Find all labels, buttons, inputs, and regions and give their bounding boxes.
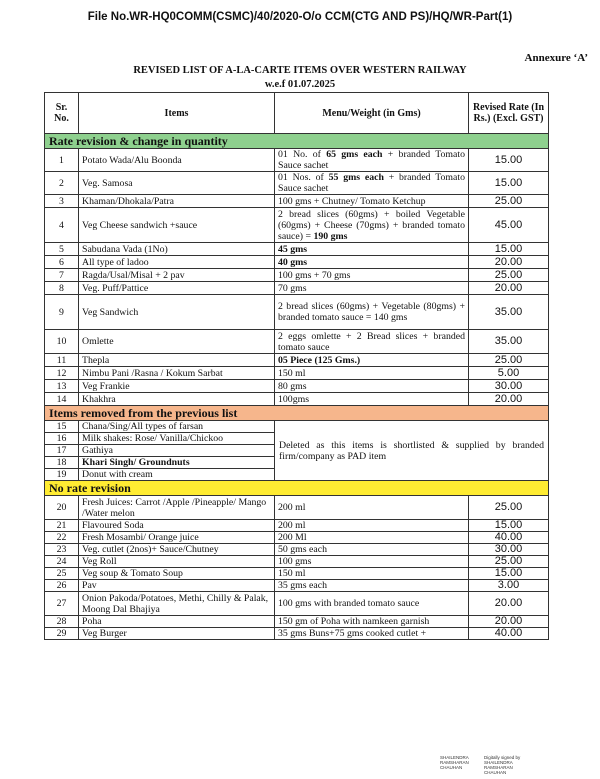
row-sr-no: 16: [45, 433, 79, 445]
row-rate: 15.00: [469, 520, 549, 532]
annexure-label: Annexure ‘A’: [524, 52, 588, 64]
row-sr-no: 19: [45, 469, 79, 481]
row-item-name: Veg. Samosa: [79, 172, 275, 195]
table-row: [45, 616, 549, 628]
row-rate: 3.00: [469, 580, 549, 592]
row-sr-no: 7: [45, 269, 79, 282]
row-menu-weight: 05 Piece (125 Gms.): [275, 354, 469, 367]
table-row: [45, 149, 549, 172]
row-item-name: Sabudana Vada (1No): [79, 243, 275, 256]
table-row: [45, 330, 549, 354]
table-row: [45, 532, 549, 544]
row-menu-weight: 2 bread slices (60gms) + boiled Vegetable (60gms) + Cheese (70gms) + branded tomato sauce) = 190 gms: [275, 208, 469, 243]
row-sr-no: 18: [45, 457, 79, 469]
row-sr-no: 10: [45, 330, 79, 354]
row-rate: 40.00: [469, 532, 549, 544]
row-item-name: Gathiya: [79, 445, 275, 457]
row-item-name: Flavoured Soda: [79, 520, 275, 532]
section-no-rate-revision: [45, 481, 549, 496]
table-row: [45, 195, 549, 208]
table-row: [45, 367, 549, 380]
row-menu-weight: 100 gms + Chutney/ Tomato Ketchup: [275, 195, 469, 208]
menu-emphasis: 55 gms each: [328, 172, 384, 183]
row-item-name: Veg Frankie: [79, 380, 275, 393]
row-rate: 15.00: [469, 149, 549, 172]
row-rate: 15.00: [469, 568, 549, 580]
row-rate: 20.00: [469, 256, 549, 269]
row-sr-no: 1: [45, 149, 79, 172]
col-header-rate: Revised Rate (In Rs.) (Excl. GST): [469, 93, 549, 134]
row-sr-no: 23: [45, 544, 79, 556]
col-header-menu: Menu/Weight (in Gms): [275, 93, 469, 134]
removed-note: Deleted as this items is shortlisted & supplied by branded firm/company as PAD item: [275, 421, 549, 481]
table-row: [45, 172, 549, 195]
row-menu-weight: 35 gms each: [275, 580, 469, 592]
row-menu-weight: 150 gm of Poha with namkeen garnish: [275, 616, 469, 628]
table-row: [45, 568, 549, 580]
row-item-name: Pav: [79, 580, 275, 592]
row-menu-weight: 40 gms: [275, 256, 469, 269]
row-menu-weight: 100 gms with branded tomato sauce: [275, 592, 469, 616]
row-sr-no: 12: [45, 367, 79, 380]
row-menu-weight: 80 gms: [275, 380, 469, 393]
row-sr-no: 15: [45, 421, 79, 433]
row-sr-no: 25: [45, 568, 79, 580]
row-menu-weight: 200 ml: [275, 496, 469, 520]
row-sr-no: 4: [45, 208, 79, 243]
row-sr-no: 22: [45, 532, 79, 544]
row-item-name: Fresh Mosambi/ Orange juice: [79, 532, 275, 544]
row-menu-weight: 150 ml: [275, 568, 469, 580]
row-menu-weight: 45 gms: [275, 243, 469, 256]
effective-date: w.e.f 01.07.2025: [264, 79, 336, 90]
row-item-name: All type of ladoo: [79, 256, 275, 269]
row-sr-no: 26: [45, 580, 79, 592]
section-rate-revision: [45, 134, 549, 149]
row-rate: 20.00: [469, 592, 549, 616]
table-row: [45, 295, 549, 330]
row-sr-no: 20: [45, 496, 79, 520]
row-menu-weight: 70 gms: [275, 282, 469, 295]
row-item-name: Milk shakes: Rose/ Vanilla/Chickoo: [79, 433, 275, 445]
col-header-items: Items: [79, 93, 275, 134]
table-row: [45, 393, 549, 406]
file-number: File No.WR-HQ0COMM(CSMC)/40/2020-O/o CCM(CTG AND PS)/HQ/WR-Part(1): [87, 11, 513, 23]
menu-emphasis: 65 gms each: [326, 149, 383, 160]
row-rate: 5.00: [469, 367, 549, 380]
row-rate: 20.00: [469, 616, 549, 628]
row-sr-no: 6: [45, 256, 79, 269]
table-body: [45, 134, 549, 640]
row-item-name: Ragda/Usal/Misal + 2 pav: [79, 269, 275, 282]
items-table: [44, 92, 549, 640]
row-item-name: Khari Singh/ Groundnuts: [79, 457, 275, 469]
row-sr-no: 8: [45, 282, 79, 295]
row-item-name: Khaman/Dhokala/Patra: [79, 195, 275, 208]
row-rate: 25.00: [469, 195, 549, 208]
table-row: [45, 520, 549, 532]
row-rate: 25.00: [469, 269, 549, 282]
section-items-removed-label: Items removed from the previous list: [45, 406, 549, 421]
row-menu-weight: 200 Ml: [275, 532, 469, 544]
row-item-name: Veg soup & Tomato Soup: [79, 568, 275, 580]
section-rate-revision-label: Rate revision & change in quantity: [45, 134, 549, 149]
row-item-name: Veg Roll: [79, 556, 275, 568]
row-item-name: Chana/Sing/All types of farsan: [79, 421, 275, 433]
row-menu-weight: 01 No. of 65 gms each + branded Tomato Sauce sachet: [275, 149, 469, 172]
row-sr-no: 3: [45, 195, 79, 208]
table-row: [45, 208, 549, 243]
row-menu-weight: 100 gms: [275, 556, 469, 568]
table-row: [45, 354, 549, 367]
row-sr-no: 14: [45, 393, 79, 406]
table-row: [45, 380, 549, 393]
row-rate: 45.00: [469, 208, 549, 243]
section-no-rate-revision-label: No rate revision: [45, 481, 549, 496]
row-item-name: Khakhra: [79, 393, 275, 406]
row-sr-no: 11: [45, 354, 79, 367]
row-rate: 40.00: [469, 628, 549, 640]
table-row: [45, 243, 549, 256]
row-item-name: Onion Pakoda/Potatoes, Methi, Chilly & Palak, Moong Dal Bhajiya: [79, 592, 275, 616]
document-title: REVISED LIST OF A-LA-CARTE ITEMS OVER WESTERN RAILWAY: [133, 65, 467, 76]
row-menu-weight: 200 ml: [275, 520, 469, 532]
digital-signature: [440, 755, 590, 779]
row-item-name: Veg Burger: [79, 628, 275, 640]
row-item-name: Poha: [79, 616, 275, 628]
row-rate: 25.00: [469, 354, 549, 367]
table-row: [45, 556, 549, 568]
row-rate: 15.00: [469, 243, 549, 256]
row-sr-no: 13: [45, 380, 79, 393]
table-row: [45, 269, 549, 282]
row-rate: 15.00: [469, 172, 549, 195]
row-item-name: Potato Wada/Alu Boonda: [79, 149, 275, 172]
signer-name: SHAILENDRA RAMSHARAN CHAUHAN: [440, 755, 469, 770]
table-row: [45, 628, 549, 640]
row-rate: 20.00: [469, 393, 549, 406]
row-sr-no: 27: [45, 592, 79, 616]
row-item-name: Veg. Puff/Pattice: [79, 282, 275, 295]
row-item-name: Fresh Juices: Carrot /Apple /Pineapple/ Mango /Water melon: [79, 496, 275, 520]
row-sr-no: 21: [45, 520, 79, 532]
row-rate: 25.00: [469, 556, 549, 568]
row-item-name: Donut with cream: [79, 469, 275, 481]
row-menu-weight: 150 ml: [275, 367, 469, 380]
row-rate: 35.00: [469, 330, 549, 354]
row-sr-no: 17: [45, 445, 79, 457]
row-rate: 25.00: [469, 496, 549, 520]
row-rate: 20.00: [469, 282, 549, 295]
table-row: [45, 496, 549, 520]
row-sr-no: 24: [45, 556, 79, 568]
row-item-name: Veg Cheese sandwich +sauce: [79, 208, 275, 243]
signature-stamp: Digitally signed by SHAILENDRA RAMSHARAN CHAUHAN: [484, 755, 521, 775]
table-row: [45, 592, 549, 616]
section-items-removed: [45, 406, 549, 421]
table-row: [45, 421, 549, 433]
row-menu-weight: 35 gms Buns+75 gms cooked cutlet +: [275, 628, 469, 640]
table-row: [45, 282, 549, 295]
row-menu-weight: 01 Nos. of 55 gms each + branded Tomato Sauce sachet: [275, 172, 469, 195]
table-row: [45, 256, 549, 269]
row-rate: 30.00: [469, 380, 549, 393]
row-menu-weight: 100gms: [275, 393, 469, 406]
row-sr-no: 2: [45, 172, 79, 195]
row-item-name: Omlette: [79, 330, 275, 354]
col-header-sr-no: Sr. No.: [45, 93, 79, 134]
row-menu-weight: 2 bread slices (60gms) + Vegetable (80gms) + branded tomato sauce = 140 gms: [275, 295, 469, 330]
table-row: [45, 580, 549, 592]
menu-emphasis: 190 gms: [313, 230, 348, 242]
row-sr-no: 28: [45, 616, 79, 628]
row-item-name: Nimbu Pani /Rasna / Kokum Sarbat: [79, 367, 275, 380]
row-item-name: Thepla: [79, 354, 275, 367]
row-item-name: Veg. cutlet (2nos)+ Sauce/Chutney: [79, 544, 275, 556]
row-menu-weight: 2 eggs omlette + 2 Bread slices + branded tomato sauce: [275, 330, 469, 354]
row-menu-weight: 50 gms each: [275, 544, 469, 556]
row-sr-no: 5: [45, 243, 79, 256]
table-row: [45, 544, 549, 556]
row-rate: 35.00: [469, 295, 549, 330]
row-sr-no: 29: [45, 628, 79, 640]
row-menu-weight: 100 gms + 70 gms: [275, 269, 469, 282]
row-item-name: Veg Sandwich: [79, 295, 275, 330]
row-rate: 30.00: [469, 544, 549, 556]
row-sr-no: 9: [45, 295, 79, 330]
